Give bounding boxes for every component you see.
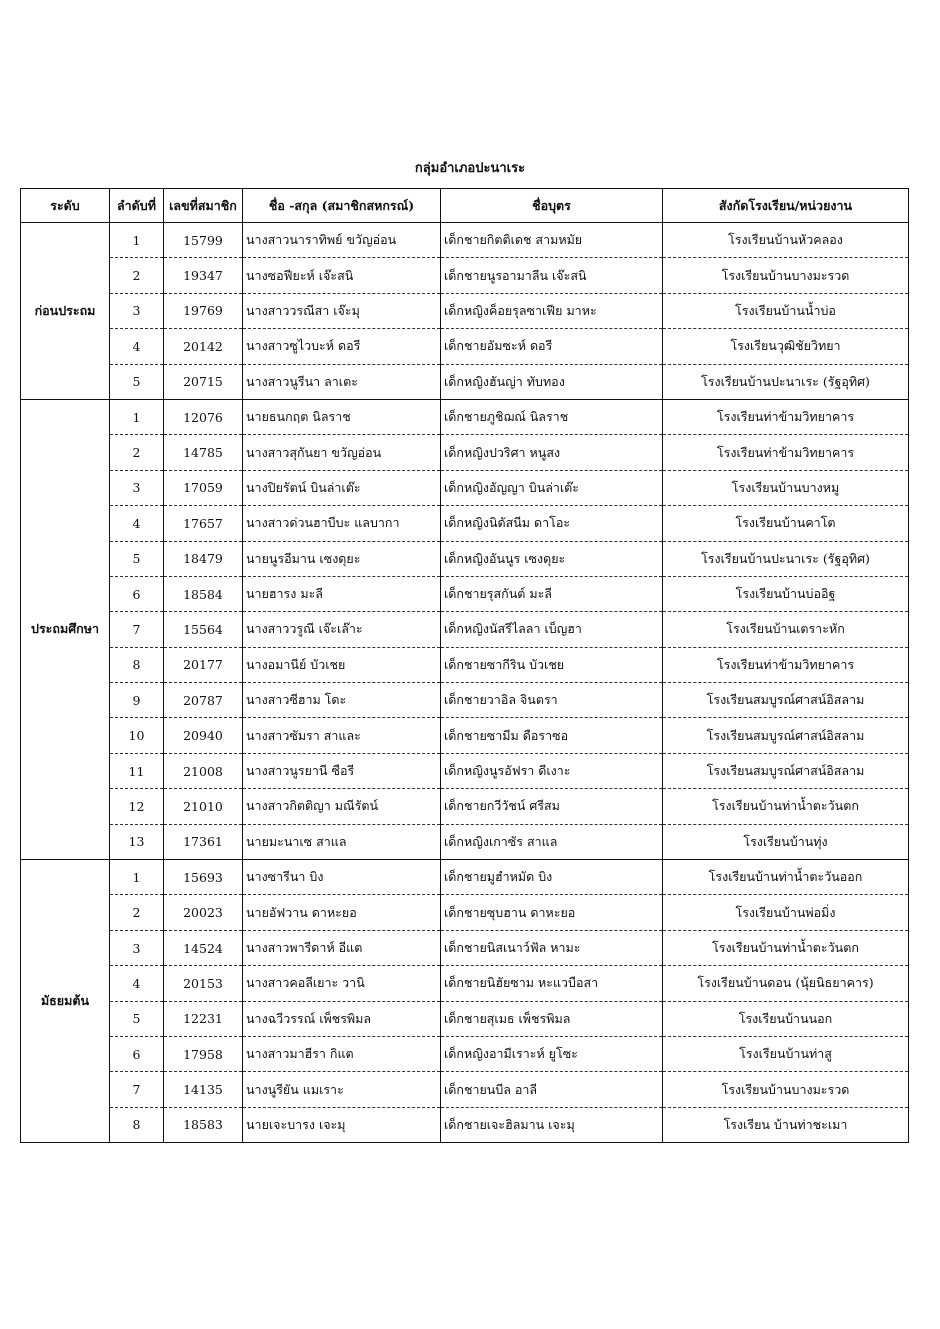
child-name-cell: เด็กชายสุเมธ เพ็ชรพิมล bbox=[441, 1001, 663, 1036]
seq-cell: 6 bbox=[110, 576, 164, 611]
table-row bbox=[21, 470, 909, 505]
member-table bbox=[20, 188, 909, 1143]
table-row bbox=[21, 1107, 909, 1142]
member-name-cell: นางสาวกิตติญา มณีรัตน์ bbox=[243, 789, 441, 824]
member-name-cell: นายเจะบารง เจะมุ bbox=[243, 1107, 441, 1142]
table-row bbox=[21, 1001, 909, 1036]
seq-cell: 5 bbox=[110, 1001, 164, 1036]
member-name-cell: นางสาวด่วนฮาบีบะ แลบากา bbox=[243, 506, 441, 541]
header-seq: ลำดับที่ bbox=[110, 189, 164, 223]
member-no-cell: 17657 bbox=[164, 506, 243, 541]
member-name-cell: นางฉวีวรรณ์ เพ็ชรพิมล bbox=[243, 1001, 441, 1036]
seq-cell: 13 bbox=[110, 824, 164, 859]
school-cell: โรงเรียน บ้านท่าชะเมา bbox=[663, 1107, 909, 1142]
member-no-cell: 19347 bbox=[164, 258, 243, 293]
seq-cell: 4 bbox=[110, 506, 164, 541]
school-cell: โรงเรียนบ้านบางมะรวด bbox=[663, 1072, 909, 1107]
member-no-cell: 18584 bbox=[164, 576, 243, 611]
table-row bbox=[21, 612, 909, 647]
seq-cell: 9 bbox=[110, 683, 164, 718]
child-name-cell: เด็กชายซากีริน บัวเชย bbox=[441, 647, 663, 682]
table-row bbox=[21, 683, 909, 718]
seq-cell: 1 bbox=[110, 399, 164, 434]
member-name-cell: นางสาวนาราทิพย์ ขวัญอ่อน bbox=[243, 223, 441, 258]
table-body bbox=[21, 223, 909, 1143]
member-no-cell: 15799 bbox=[164, 223, 243, 258]
header-child-name: ชื่อบุตร bbox=[441, 189, 663, 223]
seq-cell: 5 bbox=[110, 541, 164, 576]
member-name-cell: นางสาวสุกันยา ขวัญอ่อน bbox=[243, 435, 441, 470]
member-name-cell: นางปิยรัตน์ บินล่าเต๊ะ bbox=[243, 470, 441, 505]
table-row bbox=[21, 824, 909, 859]
child-name-cell: เด็กหญิงนิดัสนีม ดาโอะ bbox=[441, 506, 663, 541]
seq-cell: 2 bbox=[110, 435, 164, 470]
table-row bbox=[21, 647, 909, 682]
member-name-cell: นายธนกฤต นิลราช bbox=[243, 399, 441, 434]
member-name-cell: นายมะนาเซ สาแล bbox=[243, 824, 441, 859]
table-row bbox=[21, 1072, 909, 1107]
member-name-cell: นางสาวซูไวบะห์ ดอรี bbox=[243, 329, 441, 364]
child-name-cell: เด็กหญิงปวริศา หนูสง bbox=[441, 435, 663, 470]
child-name-cell: เด็กหญิงนัสรีไลลา เบ็ญฮา bbox=[441, 612, 663, 647]
child-name-cell: เด็กชายนบีล อาลี bbox=[441, 1072, 663, 1107]
seq-cell: 8 bbox=[110, 647, 164, 682]
child-name-cell: เด็กหญิงอามีเราะห์ ยูโซะ bbox=[441, 1036, 663, 1071]
member-no-cell: 20715 bbox=[164, 364, 243, 399]
seq-cell: 1 bbox=[110, 223, 164, 258]
child-name-cell: เด็กชายเจะฮิลมาน เจะมุ bbox=[441, 1107, 663, 1142]
seq-cell: 3 bbox=[110, 470, 164, 505]
child-name-cell: เด็กชายนิฮัยซาม หะแวบือสา bbox=[441, 966, 663, 1001]
table-row bbox=[21, 329, 909, 364]
table-row bbox=[21, 576, 909, 611]
page-title: กลุ่มอำเภอปะนาเระ bbox=[414, 161, 526, 176]
member-name-cell: นางสาววรูณี เจ๊ะเล๊าะ bbox=[243, 612, 441, 647]
school-cell: โรงเรียนบ้านบางมะรวด bbox=[663, 258, 909, 293]
child-name-cell: เด็กหญิงอัญญา บินล่าเต๊ะ bbox=[441, 470, 663, 505]
seq-cell: 7 bbox=[110, 1072, 164, 1107]
table-row bbox=[21, 506, 909, 541]
member-name-cell: นายฮารง มะลี bbox=[243, 576, 441, 611]
school-cell: โรงเรียนท่าข้ามวิทยาคาร bbox=[663, 647, 909, 682]
table-row bbox=[21, 753, 909, 788]
member-no-cell: 17958 bbox=[164, 1036, 243, 1071]
header-school: สังกัดโรงเรียน/หน่วยงาน bbox=[663, 189, 909, 223]
table-row bbox=[21, 223, 909, 258]
table-row bbox=[21, 789, 909, 824]
seq-cell: 7 bbox=[110, 612, 164, 647]
table-row bbox=[21, 1036, 909, 1071]
child-name-cell: เด็กชายซุบฮาน ดาหะยอ bbox=[441, 895, 663, 930]
member-no-cell: 20153 bbox=[164, 966, 243, 1001]
seq-cell: 11 bbox=[110, 753, 164, 788]
child-name-cell: เด็กชายกิตติเดช สามหมัย bbox=[441, 223, 663, 258]
table-row bbox=[21, 860, 909, 895]
school-cell: โรงเรียนบ้านบ่ออิฐ bbox=[663, 576, 909, 611]
seq-cell: 2 bbox=[110, 258, 164, 293]
member-name-cell: นางสาวมาฮีรา กิแต bbox=[243, 1036, 441, 1071]
seq-cell: 2 bbox=[110, 895, 164, 930]
level-label: ประถมศึกษา bbox=[21, 399, 110, 859]
member-name-cell: นางซอฟียะห์ เจ๊ะสนิ bbox=[243, 258, 441, 293]
table-row bbox=[21, 258, 909, 293]
member-no-cell: 17361 bbox=[164, 824, 243, 859]
child-name-cell: เด็กชายอัมซะห์ ดอรี bbox=[441, 329, 663, 364]
member-no-cell: 21010 bbox=[164, 789, 243, 824]
school-cell: โรงเรียนท่าข้ามวิทยาคาร bbox=[663, 435, 909, 470]
school-cell: โรงเรียนสมบูรณ์ศาสน์อิสลาม bbox=[663, 683, 909, 718]
table-row bbox=[21, 895, 909, 930]
member-no-cell: 14785 bbox=[164, 435, 243, 470]
member-name-cell: นางนูรียัน แมเราะ bbox=[243, 1072, 441, 1107]
seq-cell: 3 bbox=[110, 930, 164, 965]
child-name-cell: เด็กหญิงฮันญ่า ทับทอง bbox=[441, 364, 663, 399]
seq-cell: 10 bbox=[110, 718, 164, 753]
child-name-cell: เด็กชายกวีวัชน์ ศรีสม bbox=[441, 789, 663, 824]
member-no-cell: 20023 bbox=[164, 895, 243, 930]
seq-cell: 4 bbox=[110, 329, 164, 364]
school-cell: โรงเรียนบ้านท่าน้ำตะวันออก bbox=[663, 860, 909, 895]
child-name-cell: เด็กชายซามีม ดือราซอ bbox=[441, 718, 663, 753]
member-no-cell: 17059 bbox=[164, 470, 243, 505]
child-name-cell: เด็กหญิงค็อยรุลซาเฟีย มาหะ bbox=[441, 293, 663, 328]
level-label: ก่อนประถม bbox=[21, 223, 110, 400]
member-no-cell: 15693 bbox=[164, 860, 243, 895]
child-name-cell: เด็กหญิงนูรอัฟรา ดีเงาะ bbox=[441, 753, 663, 788]
member-no-cell: 14524 bbox=[164, 930, 243, 965]
member-name-cell: นางสาวซัมรา สาและ bbox=[243, 718, 441, 753]
table-row bbox=[21, 293, 909, 328]
table-header-row bbox=[21, 189, 909, 223]
school-cell: โรงเรียนวุฒิชัยวิทยา bbox=[663, 329, 909, 364]
table-row bbox=[21, 930, 909, 965]
level-label: มัธยมต้น bbox=[21, 860, 110, 1143]
member-name-cell: นางสาววรณีสา เจ๊ะมุ bbox=[243, 293, 441, 328]
member-no-cell: 18583 bbox=[164, 1107, 243, 1142]
child-name-cell: เด็กชายนูรอามาลีน เจ๊ะสนิ bbox=[441, 258, 663, 293]
school-cell: โรงเรียนบ้านคาโต bbox=[663, 506, 909, 541]
seq-cell: 3 bbox=[110, 293, 164, 328]
school-cell: โรงเรียนบ้านท่าน้ำตะวันตก bbox=[663, 930, 909, 965]
child-name-cell: เด็กชายวาอิล จินตรา bbox=[441, 683, 663, 718]
member-name-cell: นางซารีนา บิง bbox=[243, 860, 441, 895]
child-name-cell: เด็กหญิงอันนูร เซงดุยะ bbox=[441, 541, 663, 576]
member-no-cell: 15564 bbox=[164, 612, 243, 647]
seq-cell: 4 bbox=[110, 966, 164, 1001]
header-member-name: ชื่อ -สกุล (สมาชิกสหกรณ์) bbox=[243, 189, 441, 223]
member-name-cell: นายนูรอีมาน เซงดุยะ bbox=[243, 541, 441, 576]
school-cell: โรงเรียนบ้านปะนาเระ (รัฐอุทิศ) bbox=[663, 541, 909, 576]
child-name-cell: เด็กชายมูฮำหมัด บิง bbox=[441, 860, 663, 895]
member-name-cell: นางสาวซีฮาม โดะ bbox=[243, 683, 441, 718]
member-no-cell: 19769 bbox=[164, 293, 243, 328]
school-cell: โรงเรียนบ้านท่าน้ำตะวันตก bbox=[663, 789, 909, 824]
school-cell: โรงเรียนบ้านพ่อมิ่ง bbox=[663, 895, 909, 930]
school-cell: โรงเรียนบ้านทุ่ง bbox=[663, 824, 909, 859]
member-name-cell: นางสาวนูรยานี ซือรี bbox=[243, 753, 441, 788]
member-no-cell: 21008 bbox=[164, 753, 243, 788]
school-cell: โรงเรียนบ้านเตราะหัก bbox=[663, 612, 909, 647]
child-name-cell: เด็กชายภูชิฌณ์ นิลราช bbox=[441, 399, 663, 434]
member-no-cell: 14135 bbox=[164, 1072, 243, 1107]
member-name-cell: นางสาวพารีดาห์ อีแต bbox=[243, 930, 441, 965]
member-no-cell: 18479 bbox=[164, 541, 243, 576]
seq-cell: 8 bbox=[110, 1107, 164, 1142]
seq-cell: 12 bbox=[110, 789, 164, 824]
member-no-cell: 20142 bbox=[164, 329, 243, 364]
school-cell: โรงเรียนสมบูรณ์ศาสน์อิสลาม bbox=[663, 718, 909, 753]
member-no-cell: 20177 bbox=[164, 647, 243, 682]
school-cell: โรงเรียนบ้านนอก bbox=[663, 1001, 909, 1036]
table-row bbox=[21, 435, 909, 470]
header-member-no: เลขที่สมาชิก bbox=[164, 189, 243, 223]
member-no-cell: 12076 bbox=[164, 399, 243, 434]
member-name-cell: นายอัฟวาน ดาหะยอ bbox=[243, 895, 441, 930]
table-row bbox=[21, 718, 909, 753]
seq-cell: 5 bbox=[110, 364, 164, 399]
member-no-cell: 12231 bbox=[164, 1001, 243, 1036]
school-cell: โรงเรียนบ้านดอน (นุ้ยนิธยาคาร) bbox=[663, 966, 909, 1001]
school-cell: โรงเรียนบ้านน้ำบ่อ bbox=[663, 293, 909, 328]
table-row bbox=[21, 541, 909, 576]
child-name-cell: เด็กหญิงเกาซัร สาแล bbox=[441, 824, 663, 859]
member-name-cell: นางสาวนูรีนา ลาเตะ bbox=[243, 364, 441, 399]
member-name-cell: นางอมานีย์ บัวเชย bbox=[243, 647, 441, 682]
school-cell: โรงเรียนท่าข้ามวิทยาคาร bbox=[663, 399, 909, 434]
seq-cell: 6 bbox=[110, 1036, 164, 1071]
member-no-cell: 20787 bbox=[164, 683, 243, 718]
header-level: ระดับ bbox=[21, 189, 110, 223]
school-cell: โรงเรียนสมบูรณ์ศาสน์อิสลาม bbox=[663, 753, 909, 788]
table-row bbox=[21, 966, 909, 1001]
seq-cell: 1 bbox=[110, 860, 164, 895]
table-row bbox=[21, 399, 909, 434]
member-no-cell: 20940 bbox=[164, 718, 243, 753]
school-cell: โรงเรียนบ้านปะนาเระ (รัฐอุทิศ) bbox=[663, 364, 909, 399]
member-name-cell: นางสาวคอลีเยาะ วานิ bbox=[243, 966, 441, 1001]
child-name-cell: เด็กชายรุสกันต์ มะลี bbox=[441, 576, 663, 611]
school-cell: โรงเรียนบ้านหัวคลอง bbox=[663, 223, 909, 258]
school-cell: โรงเรียนบ้านบางหมู bbox=[663, 470, 909, 505]
table-row bbox=[21, 364, 909, 399]
child-name-cell: เด็กชายนิสเนาว์ฟัล หามะ bbox=[441, 930, 663, 965]
school-cell: โรงเรียนบ้านท่าสู bbox=[663, 1036, 909, 1071]
